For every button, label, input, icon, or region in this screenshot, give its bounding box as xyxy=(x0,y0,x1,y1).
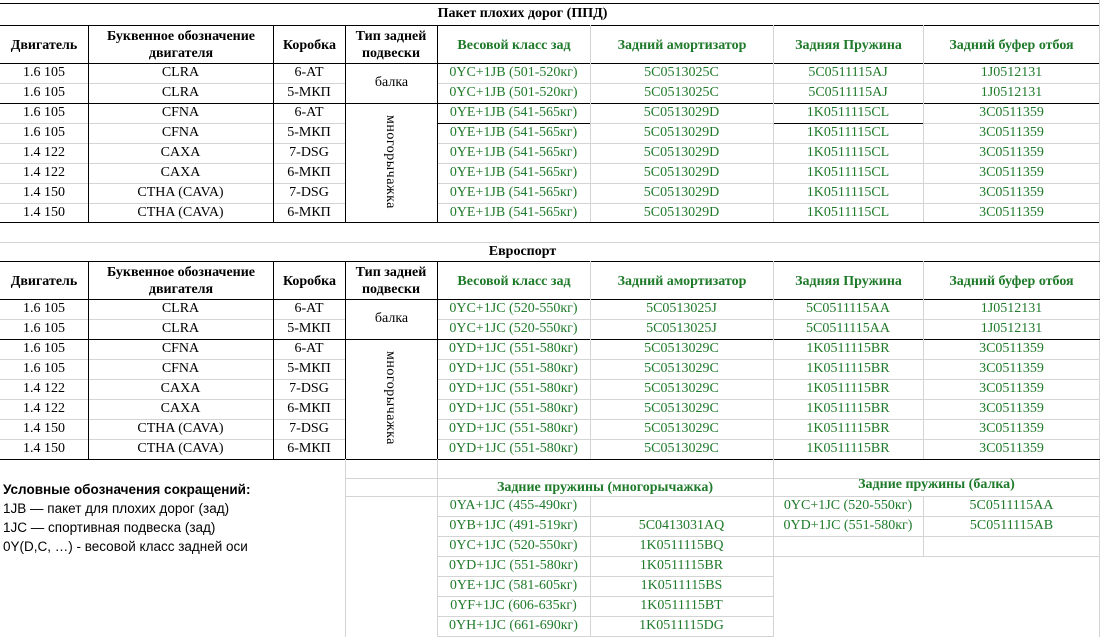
bump-stop-cell: 3C0511359 xyxy=(979,125,1044,140)
springs-beam-title: Задние пружины (балка) xyxy=(858,477,1015,492)
spring-cell: 1K0511115BR xyxy=(806,341,890,356)
header-engine-code: Буквенное обозначение двигателя xyxy=(107,265,255,297)
shock-cell: 5C0513029D xyxy=(643,105,720,120)
spring-cell: 1K0511115CL xyxy=(806,145,890,160)
springs-multilink-title: Задние пружины (многорычажка) xyxy=(496,480,714,495)
spring-weight-class-cell: 0YE+1JC (581-605кг) xyxy=(449,578,578,593)
spring-cell: 1K0511115CL xyxy=(806,125,890,140)
engine-code-cell: CFNA xyxy=(161,105,200,120)
spring-weight-class-cell: 0YD+1JC (551-580кг) xyxy=(449,558,578,573)
shock-cell: 5C0513029C xyxy=(644,401,719,416)
shock-cell: 5C0513029C xyxy=(644,341,719,356)
bump-stop-cell: 3C0511359 xyxy=(979,401,1044,416)
gearbox-cell: 6-МКП xyxy=(287,165,331,180)
engine-cell: 1.4 150 xyxy=(23,441,65,456)
spring-cell: 1K0511115CL xyxy=(806,105,890,120)
beam-spring-part-number-cell: 5C0511115AA xyxy=(969,498,1054,513)
engine-cell: 1.4 122 xyxy=(23,381,65,396)
bump-stop-cell: 3C0511359 xyxy=(979,361,1044,376)
shock-cell: 5C0513029C xyxy=(644,441,719,456)
weight-class-cell: 0YE+1JB (541-565кг) xyxy=(449,125,578,140)
shock-cell: 5C0513029D xyxy=(643,145,720,160)
gearbox-cell: 7-DSG xyxy=(289,145,329,160)
gearbox-cell: 5-МКП xyxy=(287,85,331,100)
engine-cell: 1.6 105 xyxy=(23,105,65,120)
legend-line: 1JB — пакет для плохих дорог (зад) xyxy=(3,501,230,516)
weight-class-cell: 0YE+1JB (541-565кг) xyxy=(449,185,578,200)
beam-spring-weight-class-cell: 0YD+1JC (551-580кг) xyxy=(783,518,913,533)
suspension-multilink-label: многорычажка xyxy=(383,115,398,209)
engine-code-cell: CAXA xyxy=(160,145,201,160)
gearbox-cell: 7-DSG xyxy=(289,381,329,396)
engine-code-cell: CFNA xyxy=(161,341,200,356)
spring-cell: 1K0511115BR xyxy=(806,361,890,376)
gearbox-cell: 6-МКП xyxy=(287,205,331,220)
weight-class-cell: 0YD+1JC (551-580кг) xyxy=(449,401,578,416)
engine-code-cell: CLRA xyxy=(161,321,200,336)
suspension-beam-label: балка xyxy=(374,75,409,90)
engine-cell: 1.4 122 xyxy=(23,145,65,160)
engine-code-cell: CAXA xyxy=(160,381,201,396)
shock-cell: 5C0513025C xyxy=(644,65,719,80)
spring-part-number-cell xyxy=(590,496,773,516)
spring-weight-class-cell: 0YC+1JC (520-550кг) xyxy=(449,538,578,553)
gearbox-cell: 5-МКП xyxy=(287,361,331,376)
gearbox-cell: 6-АТ xyxy=(294,301,324,316)
engine-code-cell: CFNA xyxy=(161,125,200,140)
header-gearbox: Коробка xyxy=(282,38,337,53)
spring-part-number-cell: 1K0511115BQ xyxy=(639,538,724,553)
bump-stop-cell: 3C0511359 xyxy=(979,205,1044,220)
engine-code-cell: CTHA (CAVA) xyxy=(137,185,224,200)
shock-cell: 5C0513025J xyxy=(646,301,717,316)
engine-code-cell: CAXA xyxy=(160,401,201,416)
gearbox-cell: 6-АТ xyxy=(294,65,324,80)
bump-stop-cell: 3C0511359 xyxy=(979,441,1044,456)
spring-cell: 1K0511115CL xyxy=(806,205,890,220)
gearbox-cell: 7-DSG xyxy=(289,185,329,200)
gearbox-cell: 6-МКП xyxy=(287,401,331,416)
shock-cell: 5C0513029C xyxy=(644,361,719,376)
header-engine: Двигатель xyxy=(10,274,78,289)
engine-cell: 1.6 105 xyxy=(23,125,65,140)
suspension-beam-label: балка xyxy=(374,311,409,326)
engine-code-cell: CTHA (CAVA) xyxy=(137,421,224,436)
header-gearbox: Коробка xyxy=(282,274,337,289)
shock-cell: 5C0513029C xyxy=(644,421,719,436)
spring-cell: 1K0511115BR xyxy=(806,441,890,456)
engine-cell: 1.6 105 xyxy=(23,321,65,336)
weight-class-cell: 0YE+1JB (541-565кг) xyxy=(449,165,578,180)
spring-cell: 1K0511115CL xyxy=(806,185,890,200)
spring-cell: 5C0511115AA xyxy=(806,321,890,336)
header-shock: Задний амортизатор xyxy=(617,274,747,289)
shock-cell: 5C0513029C xyxy=(644,381,719,396)
engine-code-cell: CAXA xyxy=(160,165,201,180)
bump-stop-cell: 3C0511359 xyxy=(979,341,1044,356)
bump-stop-cell: 1J0512131 xyxy=(980,301,1043,316)
shock-cell: 5C0513029D xyxy=(643,165,720,180)
eurosport-title: Евроспорт xyxy=(488,244,557,259)
header-weight-class: Весовой класс зад xyxy=(457,274,571,289)
engine-cell: 1.6 105 xyxy=(23,341,65,356)
spring-weight-class-cell: 0YA+1JC (455-490кг) xyxy=(449,498,578,513)
weight-class-cell: 0YC+1JC (520-550кг) xyxy=(449,301,578,316)
gearbox-cell: 7-DSG xyxy=(289,421,329,436)
bump-stop-cell: 3C0511359 xyxy=(979,381,1044,396)
weight-class-cell: 0YD+1JC (551-580кг) xyxy=(449,341,578,356)
spring-part-number-cell: 5C0413031AQ xyxy=(638,518,725,533)
shock-cell: 5C0513029D xyxy=(643,185,720,200)
bad-roads-title: Пакет плохих дорог (ППД) xyxy=(437,6,608,21)
spring-cell: 1K0511115BR xyxy=(806,421,890,436)
spring-cell: 1K0511115BR xyxy=(806,381,890,396)
weight-class-cell: 0YD+1JC (551-580кг) xyxy=(449,381,578,396)
weight-class-cell: 0YC+1JB (501-520кг) xyxy=(449,85,578,100)
weight-class-cell: 0YC+1JC (520-550кг) xyxy=(449,321,578,336)
header-weight-class: Весовой класс зад xyxy=(457,38,571,53)
spring-cell: 1K0511115BR xyxy=(806,401,890,416)
shock-cell: 5C0513029D xyxy=(643,125,720,140)
gearbox-cell: 5-МКП xyxy=(287,321,331,336)
engine-cell: 1.6 105 xyxy=(23,85,65,100)
legend-line: 1JC — спортивная подвеска (зад) xyxy=(3,520,216,535)
engine-code-cell: CTHA (CAVA) xyxy=(137,441,224,456)
engine-code-cell: CLRA xyxy=(161,65,200,80)
spring-cell: 5C0511115AJ xyxy=(808,85,888,100)
weight-class-cell: 0YE+1JB (541-565кг) xyxy=(449,105,578,120)
bump-stop-cell: 3C0511359 xyxy=(979,145,1044,160)
bump-stop-cell: 3C0511359 xyxy=(979,421,1044,436)
beam-spring-part-number-cell: 5C0511115AB xyxy=(969,518,1054,533)
spring-part-number-cell: 1K0511115DG xyxy=(639,618,724,633)
spring-cell: 5C0511115AJ xyxy=(808,65,888,80)
engine-cell: 1.6 105 xyxy=(23,361,65,376)
header-suspension-type: Тип задней подвески xyxy=(355,29,427,61)
spring-weight-class-cell: 0YB+1JC (491-519кг) xyxy=(449,518,578,533)
spring-cell: 5C0511115AA xyxy=(806,301,890,316)
engine-code-cell: CLRA xyxy=(161,85,200,100)
engine-cell: 1.4 122 xyxy=(23,401,65,416)
bump-stop-cell: 3C0511359 xyxy=(979,185,1044,200)
weight-class-cell: 0YD+1JC (551-580кг) xyxy=(449,361,578,376)
weight-class-cell: 0YE+1JB (541-565кг) xyxy=(449,145,578,160)
engine-cell: 1.4 122 xyxy=(23,165,65,180)
engine-cell: 1.6 105 xyxy=(23,65,65,80)
spring-cell: 1K0511115CL xyxy=(806,165,890,180)
header-bump-stop: Задний буфер отбоя xyxy=(949,274,1074,289)
legend-title: Условные обозначения сокращений: xyxy=(3,482,251,497)
spring-part-number-cell: 1K0511115BS xyxy=(640,578,723,593)
shock-cell: 5C0513025C xyxy=(644,85,719,100)
shock-cell: 5C0513029D xyxy=(643,205,720,220)
spring-weight-class-cell: 0YH+1JC (661-690кг) xyxy=(449,618,578,633)
legend-line: 0Y(D,C, …) - весовой класс задней оси xyxy=(3,539,248,554)
gearbox-cell: 6-АТ xyxy=(294,341,324,356)
gearbox-cell: 5-МКП xyxy=(287,125,331,140)
engine-cell: 1.6 105 xyxy=(23,301,65,316)
bump-stop-cell: 1J0512131 xyxy=(980,85,1043,100)
shock-cell: 5C0513025J xyxy=(646,321,717,336)
weight-class-cell: 0YE+1JB (541-565кг) xyxy=(449,205,578,220)
spring-part-number-cell: 1K0511115BT xyxy=(640,598,723,613)
header-engine-code: Буквенное обозначение двигателя xyxy=(107,29,255,61)
gearbox-cell: 6-МКП xyxy=(287,441,331,456)
gearbox-cell: 6-АТ xyxy=(294,105,324,120)
engine-cell: 1.4 150 xyxy=(23,185,65,200)
engine-code-cell: CFNA xyxy=(161,361,200,376)
engine-cell: 1.4 150 xyxy=(23,421,65,436)
weight-class-cell: 0YC+1JB (501-520кг) xyxy=(449,65,578,80)
bump-stop-cell: 1J0512131 xyxy=(980,65,1043,80)
header-engine: Двигатель xyxy=(10,38,78,53)
header-spring: Задняя Пружина xyxy=(795,38,902,53)
bump-stop-cell: 3C0511359 xyxy=(979,105,1044,120)
engine-code-cell: CLRA xyxy=(161,301,200,316)
engine-cell: 1.4 150 xyxy=(23,205,65,220)
weight-class-cell: 0YD+1JC (551-580кг) xyxy=(449,421,578,436)
header-shock: Задний амортизатор xyxy=(617,38,747,53)
header-bump-stop: Задний буфер отбоя xyxy=(949,38,1074,53)
header-spring: Задняя Пружина xyxy=(795,274,902,289)
beam-spring-weight-class-cell: 0YC+1JC (520-550кг) xyxy=(783,498,913,513)
suspension-multilink-label: многорычажка xyxy=(383,351,398,445)
header-suspension-type: Тип задней подвески xyxy=(355,265,427,297)
engine-code-cell: CTHA (CAVA) xyxy=(137,205,224,220)
weight-class-cell: 0YD+1JC (551-580кг) xyxy=(449,441,578,456)
bump-stop-cell: 1J0512131 xyxy=(980,321,1043,336)
spring-part-number-cell: 1K0511115BR xyxy=(639,558,724,573)
bump-stop-cell: 3C0511359 xyxy=(979,165,1044,180)
spring-weight-class-cell: 0YF+1JC (606-635кг) xyxy=(450,598,577,613)
